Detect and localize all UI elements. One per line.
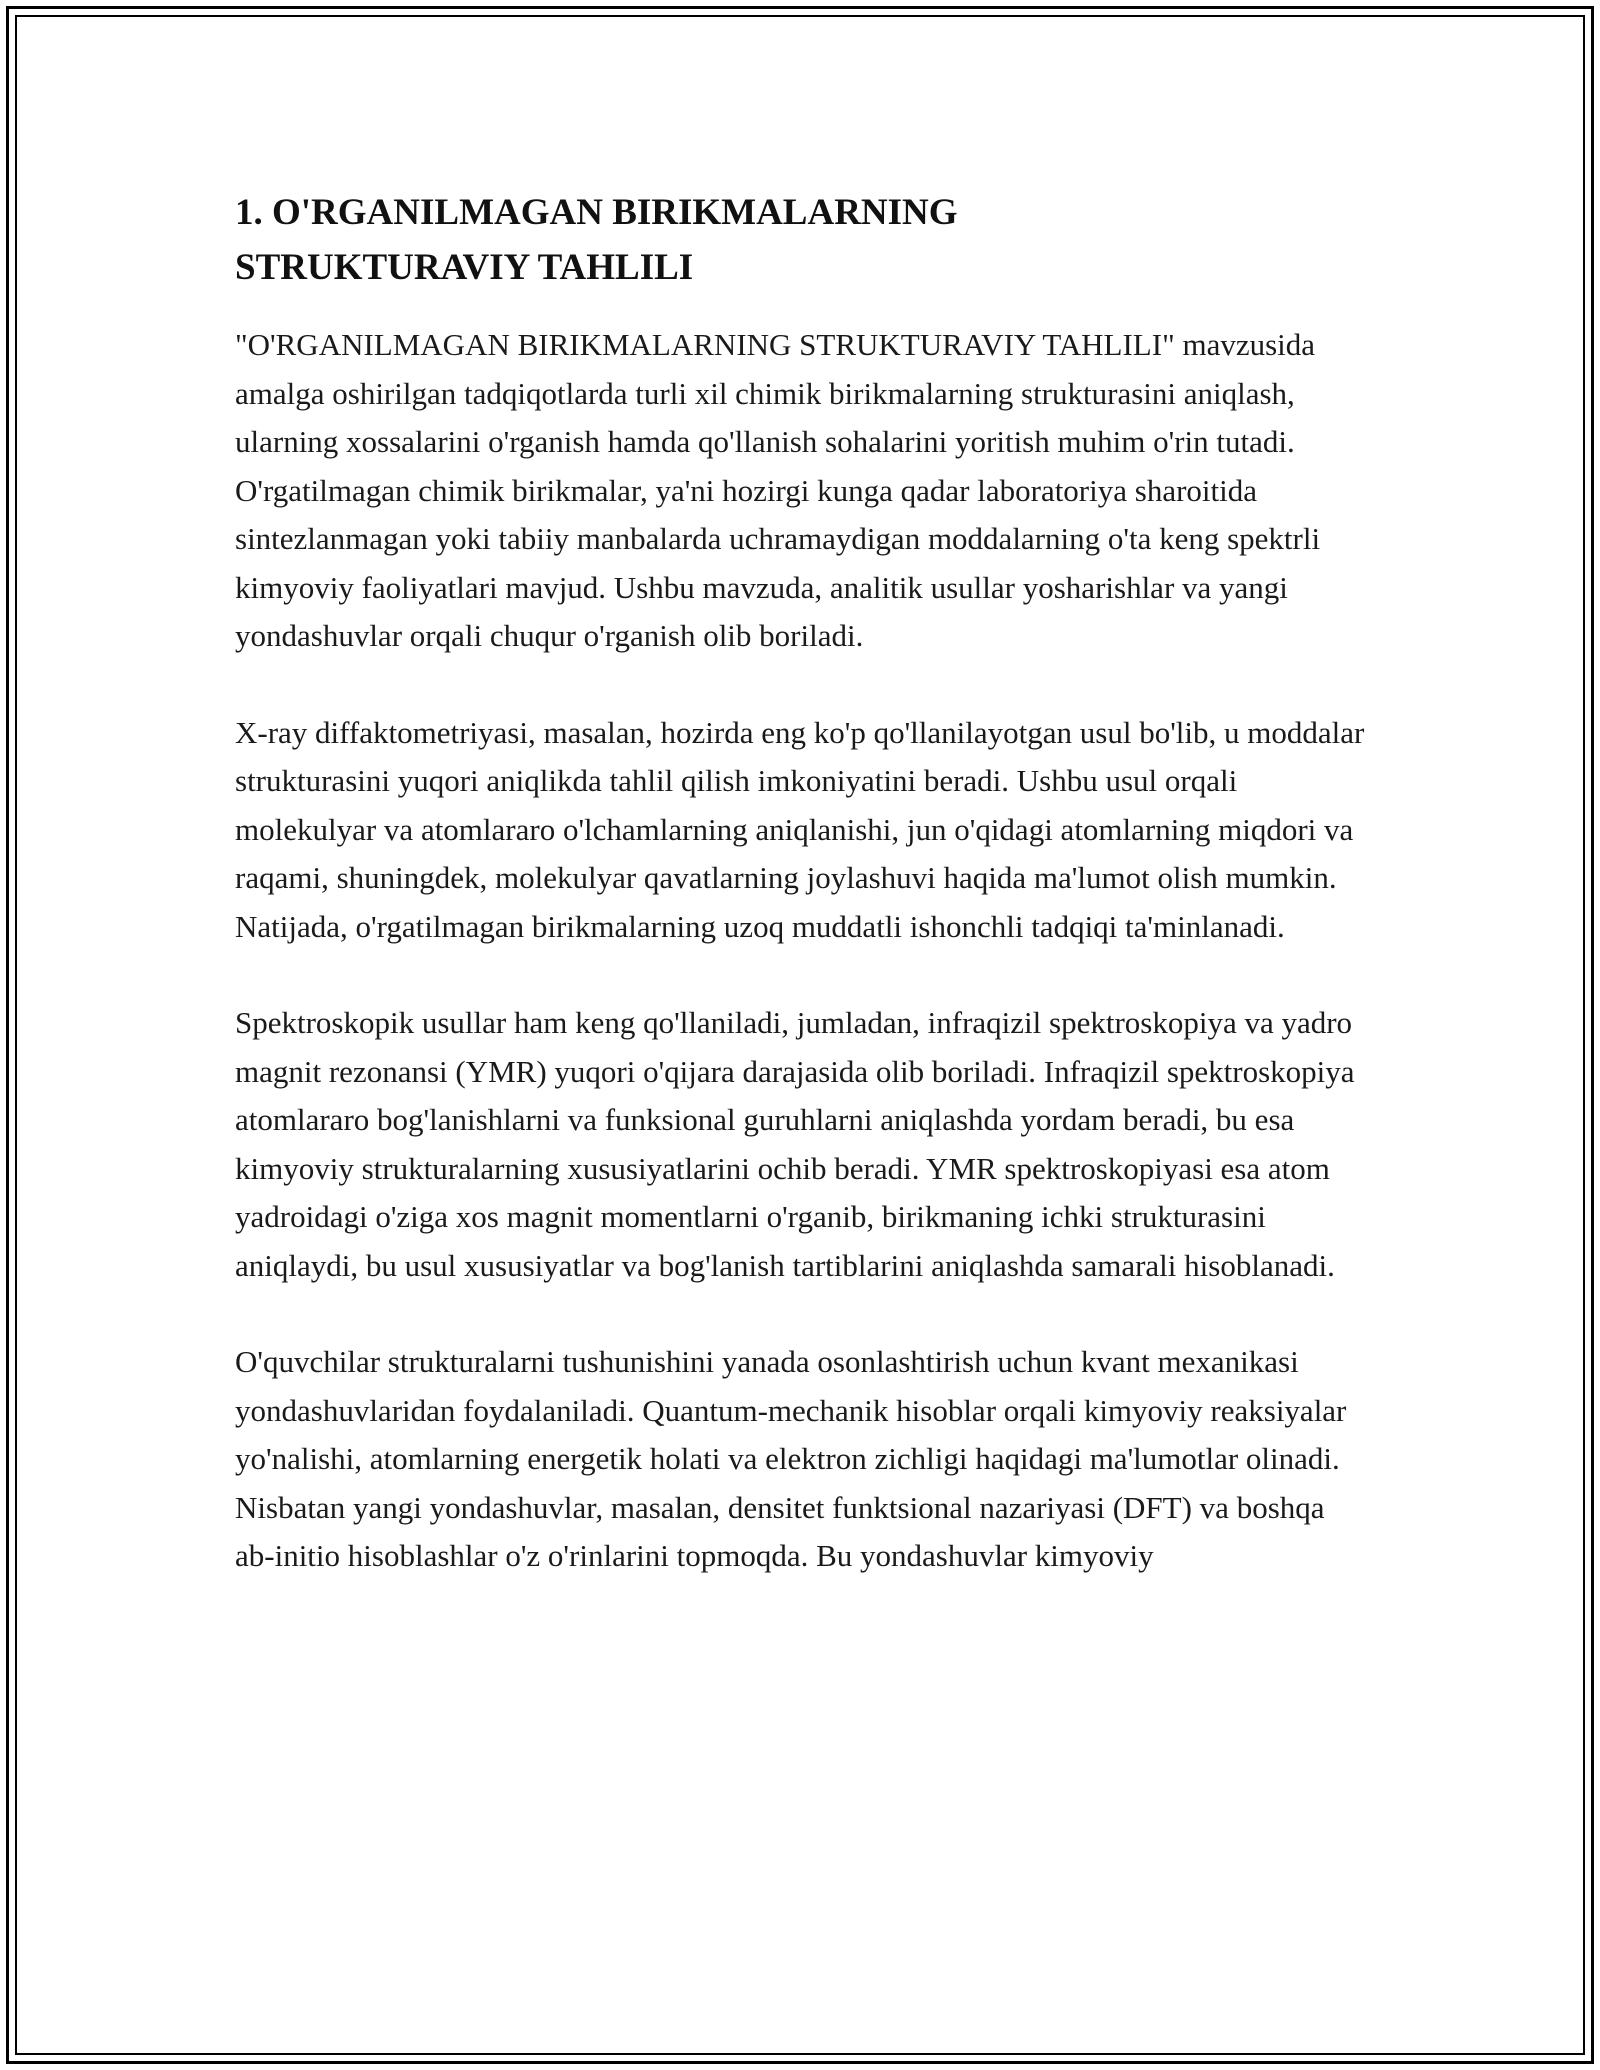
paragraph-intro: "O'RGANILMAGAN BIRIKMALARNING STRUKTURAVIY TAHLILI" mavzusida amalga oshirilgan tadqiqotlarda turli xil chimik birikmalarning strukturasini aniqlash, ularning xossalarini o'rganish hamda qo'llanish sohalarini yoritish muhim o'rin tutadi. O'rgatilmagan chimik birikmalar, ya'ni hozirgi kunga qadar laboratoriya sharoitida sintezlanmagan yoki tabiiy manbalarda uchramaydigan moddalarning o'ta keng spektrli kimyoviy faoliyatlari mavjud. Ushbu mavzuda, analitik usullar yosharishlar va yangi yondashuvlar orqali chuqur o'rganish olib boriladi. [235, 327, 1321, 653]
paragraph-quantum: O'quvchilar strukturalarni tushunishini yanada osonlashtirish uchun kvant mexanikasi yondashuvlaridan foydalaniladi. Quantum-mechanik hisoblar orqali kimyoviy reaksiyalar yo'nalishi, atomlarning energetik holati va elektron zichligi haqidagi ma'lumotlar olinadi. Nisbatan yangi yondashuvlar, masalan, densitet funktsional nazariyasi (DFT) va boshqa ab-initio hisoblashlar o'z o'rinlarini topmoqda. Bu yondashuvlar kimyoviy [235, 1344, 1347, 1573]
paragraph-xray: X-ray diffaktometriyasi, masalan, hozirda eng ko'p qo'llanilayotgan usul bo'lib, u moddalar strukturasini yuqori aniqlikda tahlil qilish imkoniyatini beradi. Ushbu usul orqali molekulyar va atomlararo o'lchamlarning aniqlanishi, jun o'qidagi atomlarning miqdori va raqami, shuningdek, molekulyar qavatlarning joylashuvi haqida ma'lumot olish mumkin. Natijada, o'rgatilmagan birikmalarning uzoq muddatli ishonchli tadqiqi ta'minlanadi. [235, 714, 1365, 944]
section-heading: 1. O'RGANILMAGAN BIRIKMALARNING STRUKTURAVIY TAHLILI [235, 192, 958, 288]
document-body [235, 185, 1365, 1629]
paragraph-spectroscopy: Spektroskopik usullar ham keng qo'llaniladi, jumladan, infraqizil spektroskopiya va yadro magnit rezonansi (YMR) yuqori o'qijara darajasida olib boriladi. Infraqizil spektroskopiya atomlararo bog'lanishlarni va funksional guruhlarni aniqlashda yordam beradi, bu esa kimyoviy strukturalarning xususiyatlarini ochib beradi. YMR spektroskopiyasi esa atom yadroidagi o'ziga xos magnit momentlarni o'rganib, birikmaning ichki strukturasini aniqlaydi, bu usul xususiyatlar va bog'lanish tartiblarini aniqlashda samarali hisoblanadi. [235, 1005, 1355, 1283]
